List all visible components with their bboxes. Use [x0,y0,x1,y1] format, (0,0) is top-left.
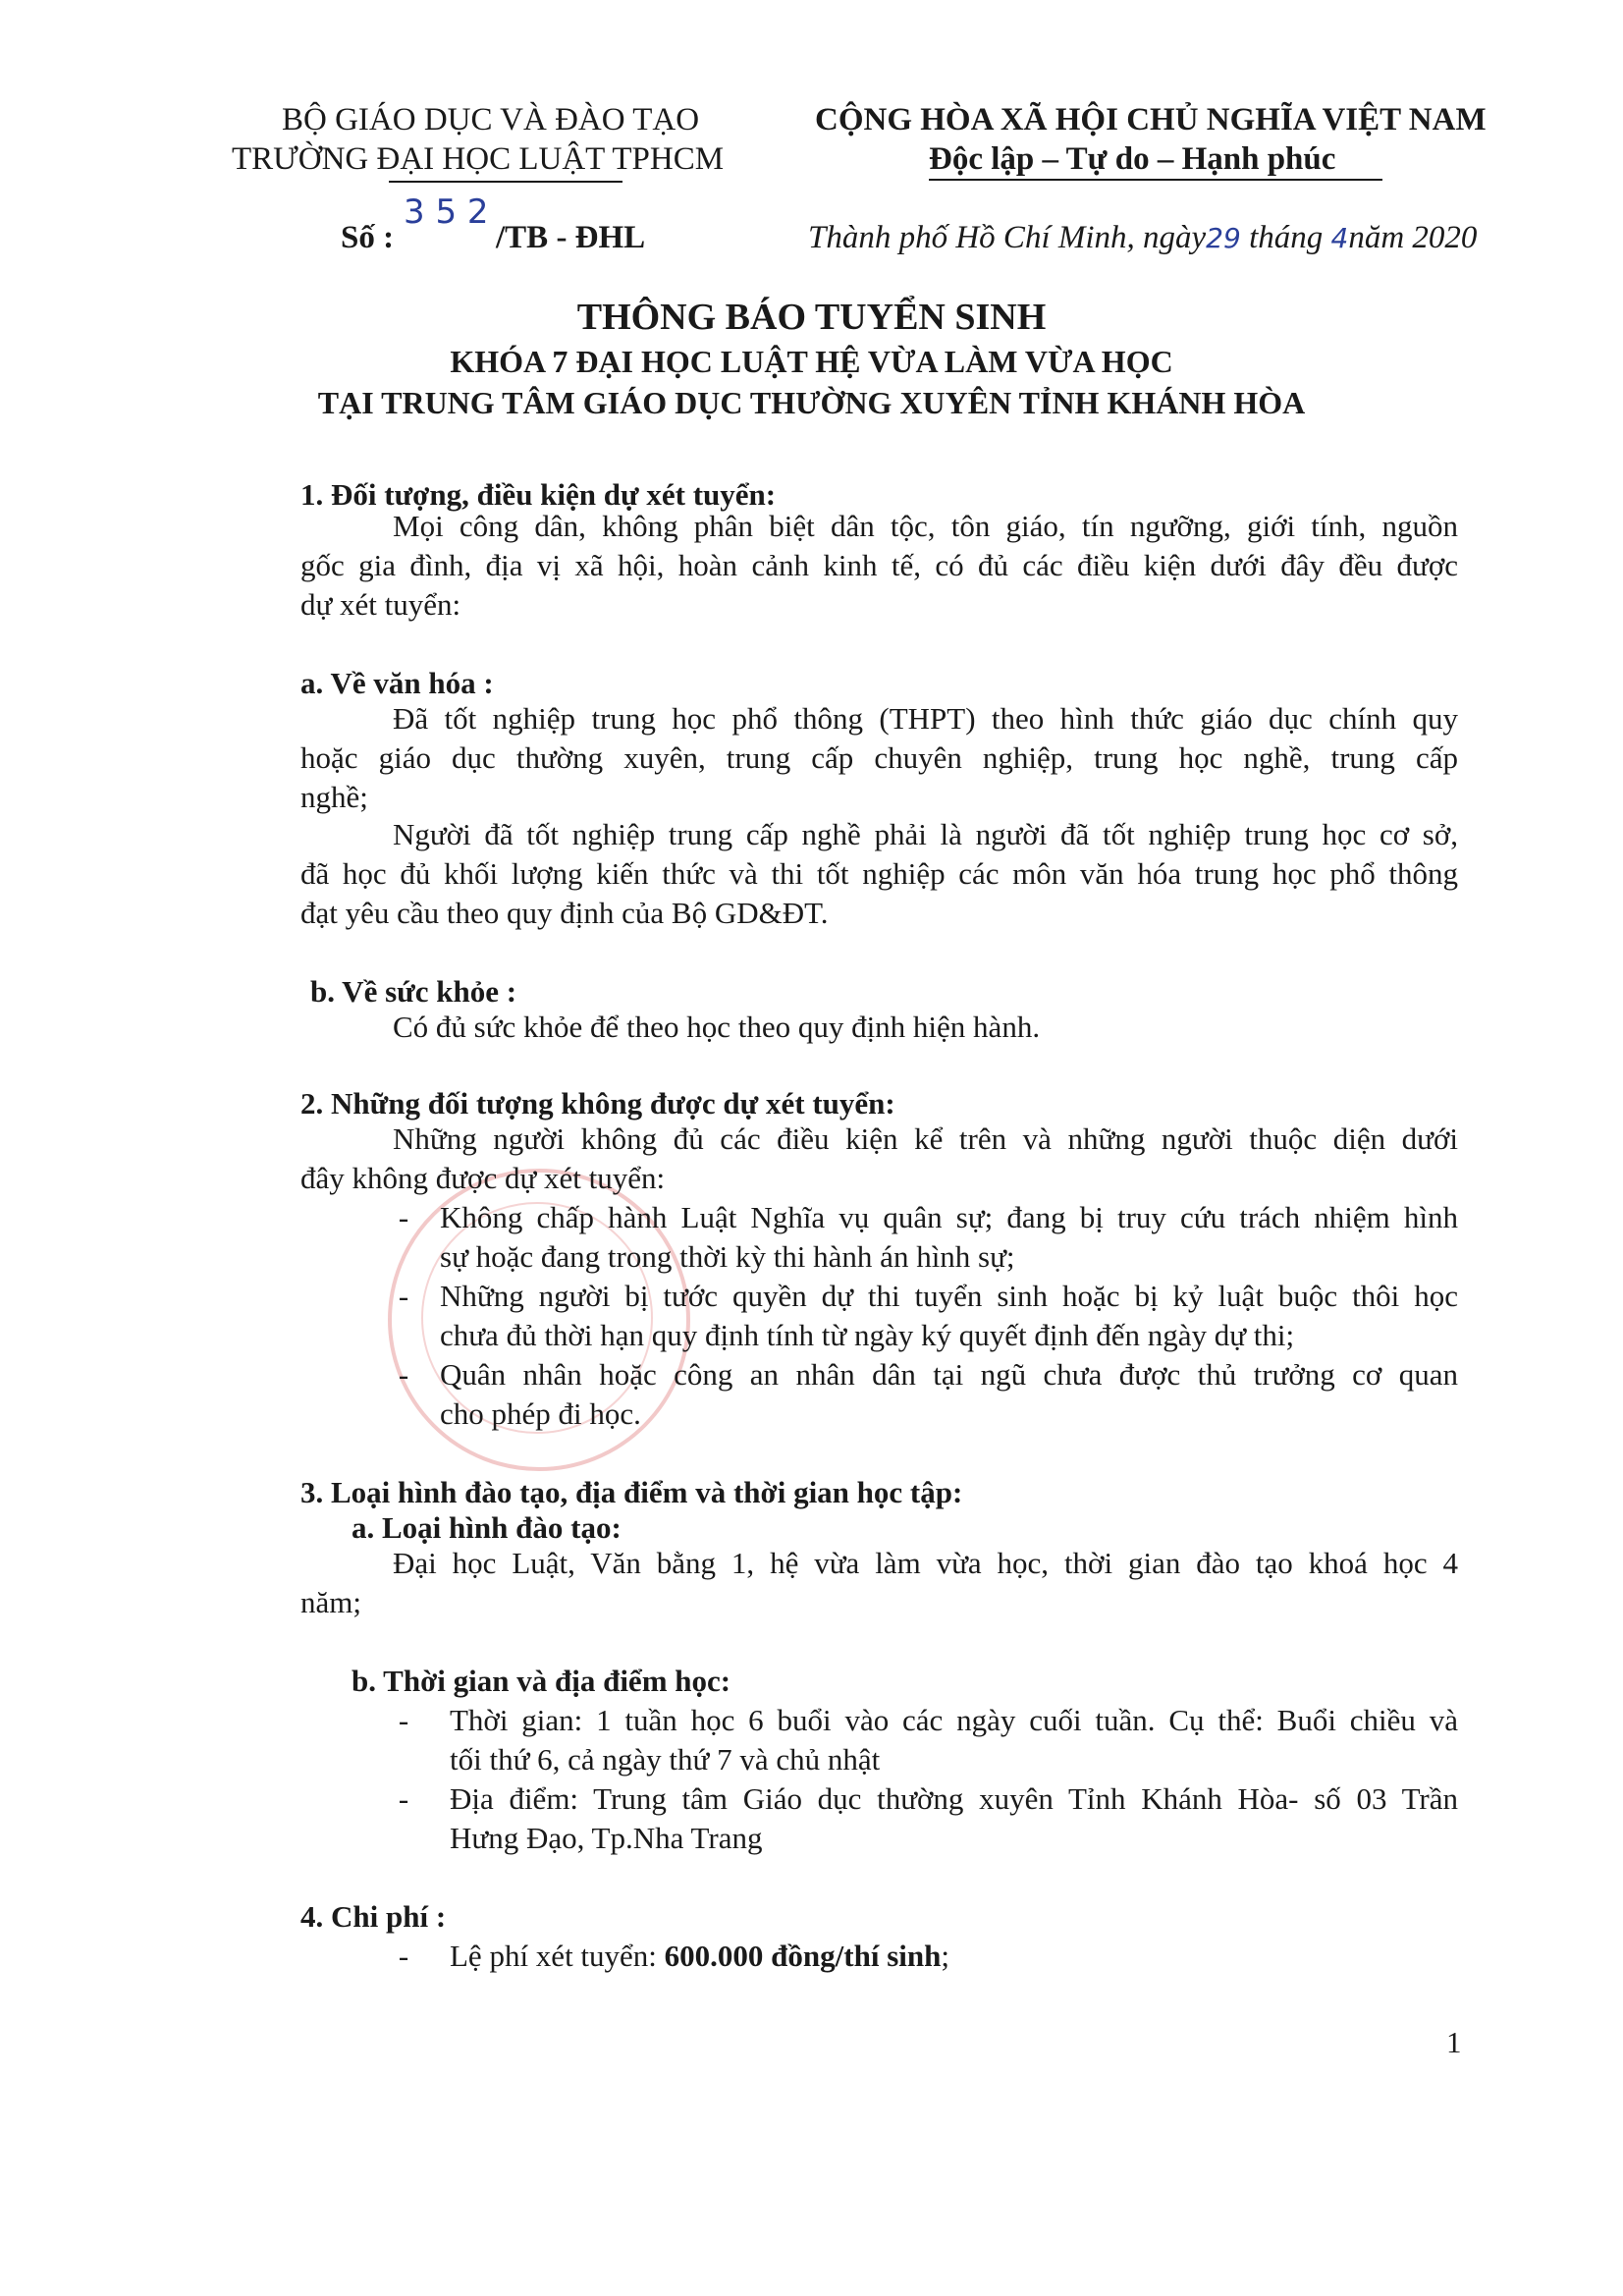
section-2-paragraph-line: Những người không đủ các điều kiện kể trên và những người thuộc diện dưới [393,1121,1458,1156]
page-number: 1 [1446,2025,1462,2059]
section-1a-heading: a. Về văn hóa : [300,666,494,700]
document-number-suffix: /TB - ĐHL [496,220,646,255]
place-date [808,218,1477,258]
section-2-item-line: chưa đủ thời hạn quy định tính từ ngày ký quyết định đến ngày dự thi; [440,1318,1295,1352]
document-number-label: Số : [341,220,395,255]
date-month-label: tháng [1249,220,1324,255]
national-motto: Độc lập – Tự do – Hạnh phúc [929,141,1336,177]
place-date-prefix: Thành phố Hồ Chí Minh, ngày [808,220,1207,255]
section-4-heading: 4. Chi phí : [300,1899,447,1934]
section-1a-paragraph-line: đạt yêu cầu theo quy định của Bộ GD&ĐT. [300,896,829,930]
document-number-handwritten: 3 5 2 [404,192,489,232]
notice-subtitle-1: KHÓA 7 ĐẠI HỌC LUẬT HỆ VỪA LÀM VỪA HỌC [450,344,1173,379]
section-2-item-line: Những người bị tước quyền dự thi tuyển sinh hoặc bị kỷ luật buộc thôi học [440,1279,1458,1313]
section-1a-paragraph-line: đã học đủ khối lượng kiến thức và thi tốt nghiệp các môn văn hóa trung học phổ thông [300,856,1458,891]
section-1-paragraph-line: gốc gia đình, địa vị xã hội, hoàn cảnh kinh tế, có đủ các điều kiện dưới đây đều được [300,548,1458,582]
section-1a-paragraph-line: hoặc giáo dục thường xuyên, trung cấp chuyên nghiệp, trung học nghề, trung cấp [300,740,1458,775]
section-3a-paragraph-line: Đại học Luật, Văn bằng 1, hệ vừa làm vừa học, thời gian đào tạo khoá học 4 [393,1546,1458,1580]
section-2-item-line: Không chấp hành Luật Nghĩa vụ quân sự; đang bị truy cứu trách nhiệm hình [440,1200,1458,1234]
list-bullet: - [398,1357,409,1392]
section-3b-item-line: Thời gian: 1 tuần học 6 buổi vào các ngày cuối tuần. Cụ thể: Buổi chiều và [450,1703,1458,1737]
section-3-heading: 3. Loại hình đào tạo, địa điểm và thời gian học tập: [300,1475,963,1509]
section-1-paragraph-line: Mọi công dân, không phân biệt dân tộc, tôn giáo, tín ngưỡng, giới tính, nguồn [393,509,1458,543]
list-bullet: - [398,1781,409,1816]
section-2-paragraph-line: đây không được dự xét tuyển: [300,1161,666,1195]
section-2-item-line: cho phép đi học. [440,1396,641,1431]
fee-suffix: ; [941,1939,949,1973]
motto-underline [929,179,1382,181]
section-1-paragraph-line: dự xét tuyển: [300,587,461,622]
section-2-item-line: Quân nhân hoặc công an nhân dân tại ngũ chưa được thủ trưởng cơ quan [440,1357,1458,1392]
university-underline [389,181,622,183]
section-1-heading: 1. Đối tượng, điều kiện dự xét tuyển: [300,477,777,512]
section-2-heading: 2. Những đối tượng không được dự xét tuyển: [300,1086,895,1121]
date-month: 4 [1330,222,1349,254]
ministry-name: BỘ GIÁO DỤC VÀ ĐÀO TẠO [282,102,700,137]
list-bullet: - [398,1939,409,1973]
section-4-item [450,1937,949,1976]
section-3b-heading: b. Thời gian và địa điểm học: [352,1664,731,1698]
notice-title: THÔNG BÁO TUYỂN SINH [576,297,1047,338]
list-bullet: - [398,1200,409,1234]
section-1b-paragraph: Có đủ sức khỏe để theo học theo quy định hiện hành. [393,1010,1041,1044]
section-2-item-line: sự hoặc đang trong thời kỳ thi hành án hình sự; [440,1239,1015,1274]
notice-subtitle-2: TẠI TRUNG TÂM GIÁO DỤC THƯỜNG XUYÊN TỈNH KHÁNH HÒA [317,385,1306,420]
section-3b-item-line: Địa điểm: Trung tâm Giáo dục thường xuyên Tỉnh Khánh Hòa- số 03 Trần [450,1781,1458,1816]
date-year: năm 2020 [1348,220,1478,255]
fee-amount: 600.000 đồng/thí sinh [664,1939,942,1973]
fee-label: Lệ phí xét tuyển: [450,1939,665,1973]
section-1a-paragraph-line: nghề; [300,780,368,814]
section-1b-heading: b. Về sức khỏe : [310,974,517,1009]
section-3b-item-line: Hưng Đạo, Tp.Nha Trang [450,1821,763,1855]
republic-title: CỘNG HÒA XÃ HỘI CHỦ NGHĨA VIỆT NAM [815,102,1487,137]
university-name: TRƯỜNG ĐẠI HỌC LUẬT TPHCM [232,141,725,177]
section-3a-paragraph-line: năm; [300,1585,361,1619]
section-3b-item-line: tối thứ 6, cả ngày thứ 7 và chủ nhật [450,1742,881,1777]
section-1a-paragraph-line: Đã tốt nghiệp trung học phổ thông (THPT) theo hình thức giáo dục chính quy [393,701,1458,736]
date-day: 29 [1206,222,1241,254]
list-bullet: - [398,1703,409,1737]
section-1a-paragraph-line: Người đã tốt nghiệp trung cấp nghề phải là người đã tốt nghiệp trung học cơ sở, [393,817,1458,851]
section-3a-heading: a. Loại hình đào tạo: [352,1510,622,1545]
list-bullet: - [398,1279,409,1313]
